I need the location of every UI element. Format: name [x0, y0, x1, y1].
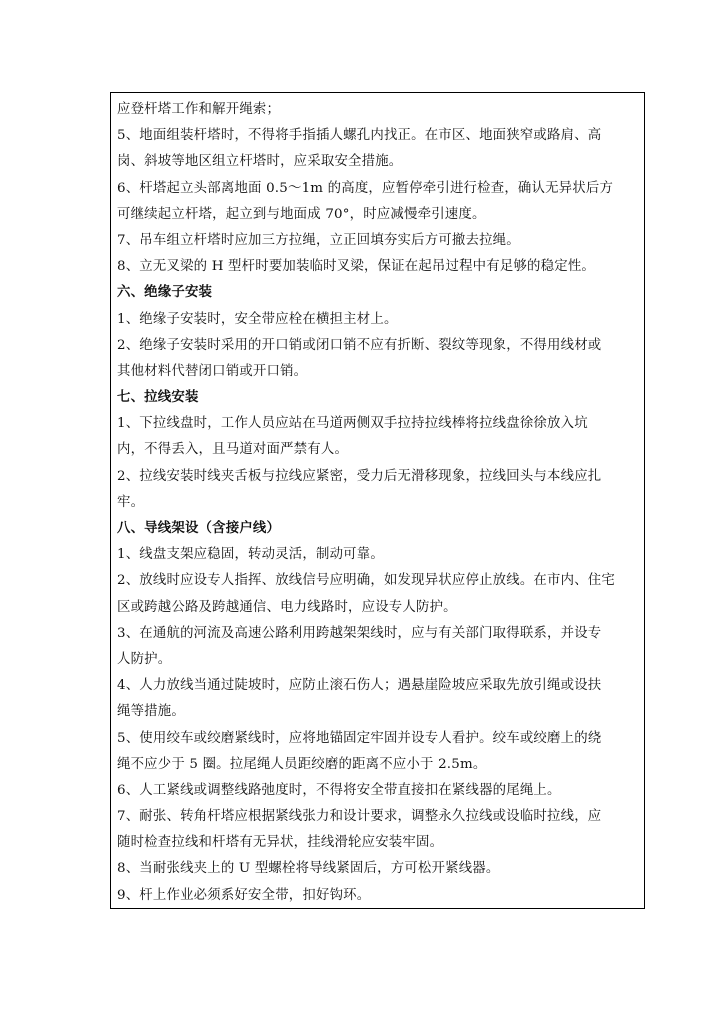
text-line: 区或跨越公路及跨越通信、电力线路时，应设专人防护。: [117, 599, 457, 615]
text-line: 绳不应少于 5 圈。拉尾绳人员距绞磨的距离不应小于 2.5m。: [117, 756, 487, 772]
text-line: 3、在通航的河流及高速公路利用跨越架架线时，应与有关部门取得联系，并设专: [117, 625, 602, 641]
document-table-cell: [110, 92, 645, 909]
text-line: 内，不得丢入，且马道对面严禁有人。: [117, 442, 349, 458]
text-line: 1、下拉线盘时，工作人员应站在马道两侧双手拉持拉线棒将拉线盘徐徐放入坑: [117, 416, 588, 432]
section-heading: 六、绝缘子安装: [117, 285, 213, 301]
section-heading: 八、导线架设（含接户线）: [117, 521, 281, 536]
text-line: 岗、斜坡等地区组立杆塔时，应采取安全措施。: [117, 154, 403, 170]
text-line: 其他材料代替闭口销或开口销。: [117, 363, 308, 379]
text-line: 2、拉线安装时线夹舌板与拉线应紧密，受力后无滑移现象，拉线回头与本线应扎: [117, 468, 602, 484]
text-line: 绳等措施。: [117, 704, 185, 720]
text-line: 9、杆上作业必须系好安全带，扣好钩环。: [117, 887, 371, 903]
text-line: 1、线盘支架应稳固，转动灵活，制动可靠。: [117, 547, 384, 563]
text-line: 8、当耐张线夹上的 U 型螺栓将导线紧固后，方可松开紧线器。: [117, 861, 500, 877]
text-line: 5、地面组装杆塔时，不得将手指插人螺孔内找正。在市区、地面狭窄或路肩、高: [117, 128, 602, 144]
text-line: 6、杆塔起立头部离地面 0.5～1m 的高度，应暂停牵引进行检查，确认无异状后方: [117, 180, 614, 196]
section-heading: 七、拉线安装: [117, 390, 199, 406]
text-line: 2、绝缘子安装时采用的开口销或闭口销不应有折断、裂纹等现象，不得用线材或: [117, 337, 602, 353]
text-line: 8、立无叉梁的 H 型杆时要加装临时叉梁，保证在起吊过程中有足够的稳定性。: [117, 259, 595, 275]
text-line: 人防护。: [117, 651, 172, 667]
text-line: 随时检查拉线和杆塔有无异状，挂线滑轮应安装牢固。: [117, 835, 444, 851]
text-line: 6、人工紧线或调整线路弛度时，不得将安全带直接扣在紧线器的尾绳上。: [117, 782, 561, 798]
text-line: 5、使用绞车或绞磨紧线时，应将地锚固定牢固并设专人看护。绞车或绞磨上的绕: [117, 730, 602, 746]
text-line: 可继续起立杆塔，起立到与地面成 70°，时应减慢牵引速度。: [117, 206, 486, 222]
text-line: 应登杆塔工作和解开绳索；: [117, 102, 281, 117]
text-line: 7、吊车组立杆塔时应加三方拉绳，立正回填夯实后方可撤去拉绳。: [117, 232, 520, 248]
text-line: 4、人力放线当通过陡坡时，应防止滚石伤人；遇悬崖险坡应采取先放引绳或设扶: [117, 678, 602, 694]
text-line: 1、绝缘子安装时，安全带应栓在横担主材上。: [117, 311, 398, 327]
text-line: 2、放线时应设专人指挥、放线信号应明确，如发现异状应停止放线。在市内、住宅: [117, 573, 615, 589]
text-line: 牢。: [117, 494, 145, 510]
text-line: 7、耐张、转角杆塔应根据紧线张力和设计要求，调整永久拉线或设临时拉线，应: [117, 809, 602, 825]
